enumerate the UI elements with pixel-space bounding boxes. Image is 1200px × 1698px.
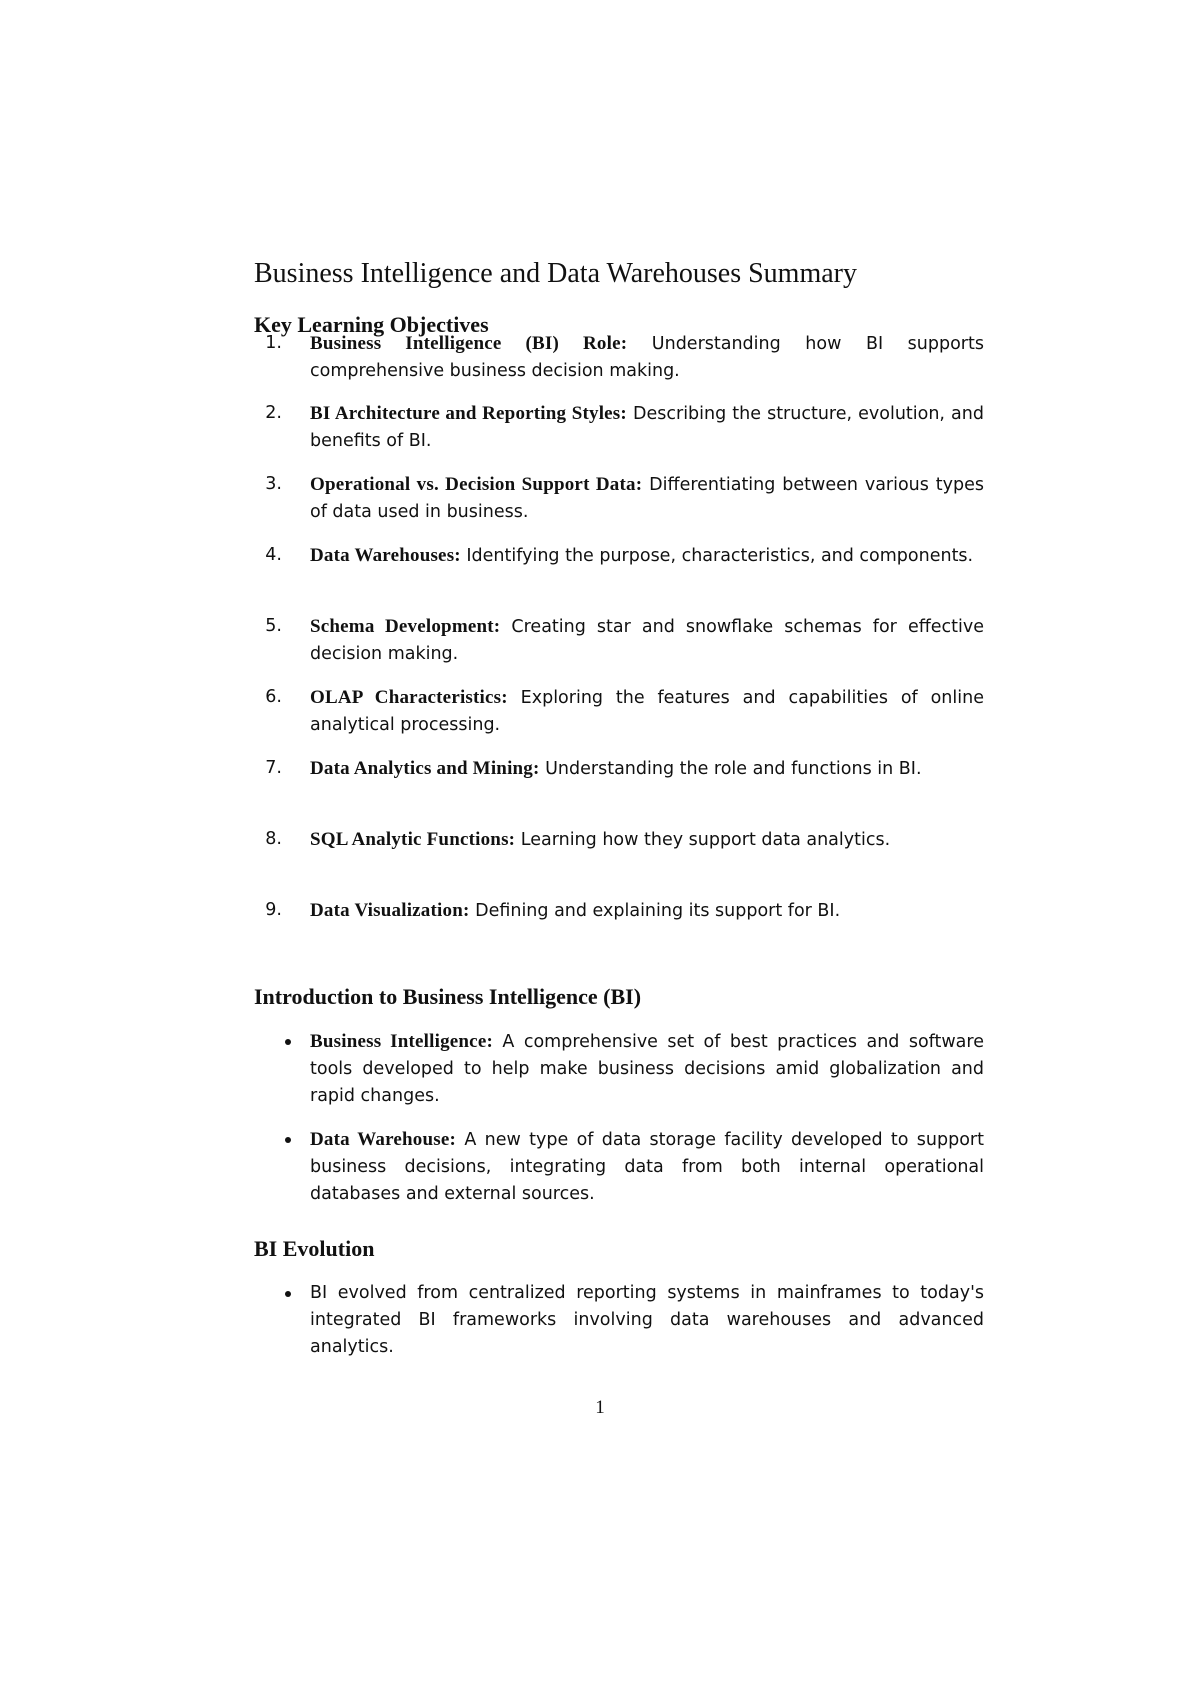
- item-text: Describing the structure, evolution, and benefits of BI.: [310, 404, 984, 451]
- item-text: Creating star and snowflake schemas for effective decision making.: [310, 617, 984, 664]
- item-term: Business Intelligence:: [310, 1031, 493, 1052]
- item-text: Exploring the features and capabilities of online analytical processing.: [310, 688, 984, 735]
- page-number: 1: [595, 1397, 605, 1418]
- item-text: Understanding the role and functions in BI.: [545, 759, 922, 779]
- item-term: OLAP Characteristics:: [310, 687, 508, 708]
- bullet-icon: [285, 1137, 291, 1143]
- item-text: A comprehensive set of best practices and software tools developed to help make business decisions amid globalization and rapid changes.: [310, 1032, 984, 1106]
- item-text: Defining and explaining its support for BI.: [475, 901, 841, 921]
- list-number: 9.: [265, 900, 282, 920]
- list-number: 6.: [265, 687, 282, 707]
- item-text: BI evolved from centralized reporting systems in mainframes to today's integrated BI frameworks involving data warehouses and advanced analytics.: [310, 1283, 984, 1357]
- list-number: 2.: [265, 403, 282, 423]
- item-term: Operational vs. Decision Support Data:: [310, 474, 643, 495]
- list-number: 5.: [265, 616, 282, 636]
- section-heading-bi-evolution: BI Evolution: [254, 1236, 375, 1261]
- list-item: [254, 471, 984, 526]
- item-term: Schema Development:: [310, 616, 501, 637]
- item-term: Data Warehouse:: [310, 1129, 456, 1150]
- item-term: BI Architecture and Reporting Styles:: [310, 403, 627, 424]
- list-number: 7.: [265, 758, 282, 778]
- list-item: [254, 1280, 984, 1361]
- list-item: [254, 613, 984, 668]
- list-item: [254, 400, 984, 455]
- item-text: Identifying the purpose, characteristics, and components.: [466, 546, 974, 566]
- item-text: Differentiating between various types of data used in business.: [310, 475, 984, 522]
- item-text: Understanding how BI supports comprehensive business decision making.: [310, 334, 984, 381]
- bullet-icon: [285, 1039, 291, 1045]
- list-item: [254, 1028, 984, 1110]
- list-item: [254, 330, 984, 385]
- list-number: 1.: [265, 333, 282, 353]
- item-term: Data Warehouses:: [310, 545, 461, 566]
- item-text: A new type of data storage facility developed to support business decisions, integrating data from both internal operational databases and external sources.: [310, 1130, 984, 1204]
- list-number: 8.: [265, 829, 282, 849]
- list-item: [254, 542, 984, 570]
- item-term: Data Analytics and Mining:: [310, 758, 540, 779]
- item-text: Learning how they support data analytics.: [520, 830, 891, 850]
- item-term: SQL Analytic Functions:: [310, 829, 516, 850]
- document-title: Business Intelligence and Data Warehouses Summary: [254, 258, 857, 289]
- item-term: Business Intelligence (BI) Role:: [310, 333, 628, 354]
- list-item: [254, 684, 984, 739]
- list-item: [254, 755, 984, 783]
- list-number: 3.: [265, 474, 282, 494]
- bullet-icon: [285, 1291, 291, 1297]
- section-heading-key-learning-objectives: Key Learning Objectives: [254, 312, 489, 337]
- list-item: [254, 1126, 984, 1208]
- section-heading-introduction-to-bi: Introduction to Business Intelligence (BI): [254, 984, 642, 1009]
- list-number: 4.: [265, 545, 282, 565]
- list-item: [254, 897, 984, 925]
- item-term: Data Visualization:: [310, 900, 470, 921]
- list-item: [254, 826, 984, 854]
